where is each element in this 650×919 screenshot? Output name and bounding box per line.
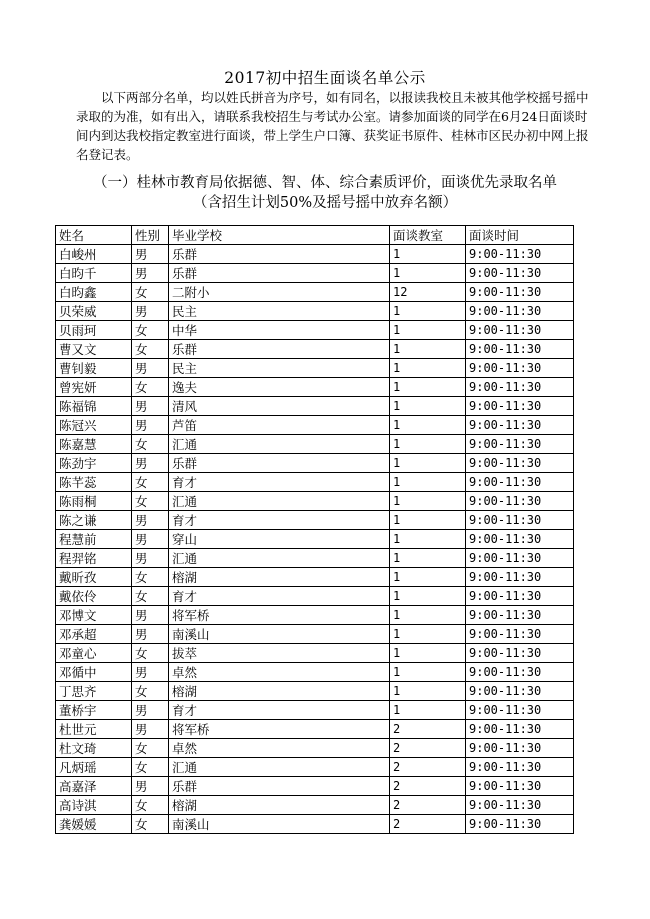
room-cell: 1 — [390, 302, 466, 321]
school-cell: 中华 — [169, 321, 390, 340]
table-row — [56, 473, 574, 492]
gender-cell: 男 — [132, 245, 169, 264]
interview-time-cell: 9:00-11:30 — [466, 397, 574, 416]
interview-time-cell: 9:00-11:30 — [466, 378, 574, 397]
student-name-cell: 陈雨桐 — [56, 492, 132, 511]
room-cell: 1 — [390, 264, 466, 283]
gender-cell: 女 — [132, 796, 169, 815]
school-cell: 将军桥 — [169, 606, 390, 625]
student-name-cell: 陈冠兴 — [56, 416, 132, 435]
school-cell: 乐群 — [169, 454, 390, 473]
interview-time-cell: 9:00-11:30 — [466, 606, 574, 625]
student-name-cell: 陈劲宇 — [56, 454, 132, 473]
gender-cell: 男 — [132, 416, 169, 435]
interview-time-cell: 9:00-11:30 — [466, 663, 574, 682]
table-row — [56, 340, 574, 359]
student-name-cell: 董桥宇 — [56, 701, 132, 720]
table-row — [56, 568, 574, 587]
gender-cell: 女 — [132, 473, 169, 492]
section-subtitle: （含招生计划50%及摇号摇中放弃名额） — [192, 195, 458, 211]
interview-roster-table — [55, 225, 574, 834]
room-cell: 1 — [390, 625, 466, 644]
gender-cell: 女 — [132, 435, 169, 454]
table-row — [56, 815, 574, 834]
room-cell: 12 — [390, 283, 466, 302]
school-cell: 乐群 — [169, 245, 390, 264]
document-title: 2017初中招生面谈名单公示 — [224, 69, 426, 87]
interview-time-cell: 9:00-11:30 — [466, 435, 574, 454]
room-cell: 1 — [390, 530, 466, 549]
student-name-cell: 邓承超 — [56, 625, 132, 644]
student-name-cell: 凡炳瑶 — [56, 758, 132, 777]
table-row — [56, 283, 574, 302]
header-time: 面谈时间 — [466, 226, 574, 245]
table-row — [56, 606, 574, 625]
gender-cell: 女 — [132, 568, 169, 587]
header-room: 面谈教室 — [390, 226, 466, 245]
student-name-cell: 曹又文 — [56, 340, 132, 359]
school-cell: 育才 — [169, 701, 390, 720]
student-name-cell: 邓童心 — [56, 644, 132, 663]
gender-cell: 女 — [132, 587, 169, 606]
room-cell: 1 — [390, 701, 466, 720]
room-cell: 1 — [390, 454, 466, 473]
room-cell: 1 — [390, 359, 466, 378]
gender-cell: 女 — [132, 758, 169, 777]
interview-time-cell: 9:00-11:30 — [466, 264, 574, 283]
student-name-cell: 白峻州 — [56, 245, 132, 264]
student-name-cell: 戴依伶 — [56, 587, 132, 606]
intro-paragraph: 以下两部分名单，均以姓氏拼音为序号，如有同名，以报读我校且未被其他学校摇号摇中录取的为准，如有出入，请联系我校招生与考试办公室。请参加面谈的同学在6月24日面谈时间内到达我校指定教室进行面谈，带上学生户口簿、获奖证书原件、桂林市区民办初中网上报名登记表。 — [76, 90, 589, 162]
gender-cell: 男 — [132, 359, 169, 378]
table-row — [56, 549, 574, 568]
gender-cell: 女 — [132, 815, 169, 834]
room-cell: 1 — [390, 245, 466, 264]
room-cell: 1 — [390, 606, 466, 625]
gender-cell: 男 — [132, 663, 169, 682]
school-cell: 南溪山 — [169, 815, 390, 834]
school-cell: 汇通 — [169, 492, 390, 511]
table-row — [56, 796, 574, 815]
school-cell: 育才 — [169, 587, 390, 606]
interview-time-cell: 9:00-11:30 — [466, 720, 574, 739]
table-row — [56, 625, 574, 644]
gender-cell: 男 — [132, 397, 169, 416]
room-cell: 2 — [390, 777, 466, 796]
student-name-cell: 龚媛媛 — [56, 815, 132, 834]
table-row — [56, 644, 574, 663]
gender-cell: 男 — [132, 264, 169, 283]
school-cell: 卓然 — [169, 739, 390, 758]
room-cell: 1 — [390, 587, 466, 606]
table-row — [56, 264, 574, 283]
interview-time-cell: 9:00-11:30 — [466, 511, 574, 530]
gender-cell: 男 — [132, 720, 169, 739]
school-cell: 育才 — [169, 511, 390, 530]
school-cell: 将军桥 — [169, 720, 390, 739]
gender-cell: 男 — [132, 302, 169, 321]
room-cell: 2 — [390, 815, 466, 834]
interview-time-cell: 9:00-11:30 — [466, 283, 574, 302]
table-row — [56, 378, 574, 397]
interview-time-cell: 9:00-11:30 — [466, 739, 574, 758]
student-name-cell: 陈嘉慧 — [56, 435, 132, 454]
table-row — [56, 682, 574, 701]
school-cell: 乐群 — [169, 264, 390, 283]
table-row — [56, 492, 574, 511]
table-row — [56, 758, 574, 777]
gender-cell: 女 — [132, 492, 169, 511]
student-name-cell: 程羿铭 — [56, 549, 132, 568]
school-cell: 乐群 — [169, 777, 390, 796]
interview-time-cell: 9:00-11:30 — [466, 454, 574, 473]
student-name-cell: 杜文琦 — [56, 739, 132, 758]
student-name-cell: 戴昕孜 — [56, 568, 132, 587]
interview-time-cell: 9:00-11:30 — [466, 701, 574, 720]
table-row — [56, 435, 574, 454]
interview-time-cell: 9:00-11:30 — [466, 777, 574, 796]
gender-cell: 女 — [132, 739, 169, 758]
student-name-cell: 邓博文 — [56, 606, 132, 625]
table-row — [56, 777, 574, 796]
interview-time-cell: 9:00-11:30 — [466, 815, 574, 834]
student-name-cell: 贝荣威 — [56, 302, 132, 321]
gender-cell: 男 — [132, 530, 169, 549]
interview-time-cell: 9:00-11:30 — [466, 587, 574, 606]
school-cell: 育才 — [169, 473, 390, 492]
table-row — [56, 530, 574, 549]
school-cell: 汇通 — [169, 758, 390, 777]
interview-time-cell: 9:00-11:30 — [466, 302, 574, 321]
interview-time-cell: 9:00-11:30 — [466, 796, 574, 815]
table-row — [56, 302, 574, 321]
interview-time-cell: 9:00-11:30 — [466, 568, 574, 587]
school-cell: 民主 — [169, 302, 390, 321]
gender-cell: 男 — [132, 777, 169, 796]
room-cell: 1 — [390, 568, 466, 587]
school-cell: 榕湖 — [169, 796, 390, 815]
gender-cell: 男 — [132, 511, 169, 530]
student-name-cell: 高嘉泽 — [56, 777, 132, 796]
table-row — [56, 321, 574, 340]
school-cell: 逸夫 — [169, 378, 390, 397]
room-cell: 1 — [390, 397, 466, 416]
section-title: （一）桂林市教育局依据德、智、体、综合素质评价，面谈优先录取名单 — [93, 175, 557, 191]
room-cell: 2 — [390, 796, 466, 815]
student-name-cell: 白昀千 — [56, 264, 132, 283]
interview-time-cell: 9:00-11:30 — [466, 682, 574, 701]
school-cell: 榕湖 — [169, 568, 390, 587]
student-name-cell: 程慧前 — [56, 530, 132, 549]
gender-cell: 女 — [132, 340, 169, 359]
table-row — [56, 720, 574, 739]
interview-time-cell: 9:00-11:30 — [466, 644, 574, 663]
interview-time-cell: 9:00-11:30 — [466, 473, 574, 492]
table-row — [56, 416, 574, 435]
room-cell: 2 — [390, 739, 466, 758]
school-cell: 榕湖 — [169, 682, 390, 701]
room-cell: 1 — [390, 340, 466, 359]
interview-time-cell: 9:00-11:30 — [466, 245, 574, 264]
room-cell: 2 — [390, 720, 466, 739]
gender-cell: 男 — [132, 625, 169, 644]
room-cell: 1 — [390, 644, 466, 663]
school-cell: 穿山 — [169, 530, 390, 549]
school-cell: 南溪山 — [169, 625, 390, 644]
student-name-cell: 杜世元 — [56, 720, 132, 739]
table-body — [56, 245, 574, 834]
school-cell: 乐群 — [169, 340, 390, 359]
interview-time-cell: 9:00-11:30 — [466, 359, 574, 378]
room-cell: 1 — [390, 549, 466, 568]
room-cell: 1 — [390, 492, 466, 511]
school-cell: 汇通 — [169, 435, 390, 454]
table-row — [56, 511, 574, 530]
room-cell: 1 — [390, 321, 466, 340]
table-row — [56, 245, 574, 264]
gender-cell: 女 — [132, 283, 169, 302]
student-name-cell: 白昀鑫 — [56, 283, 132, 302]
table-header-row — [56, 226, 574, 245]
student-name-cell: 高诗淇 — [56, 796, 132, 815]
interview-time-cell: 9:00-11:30 — [466, 321, 574, 340]
gender-cell: 男 — [132, 454, 169, 473]
gender-cell: 男 — [132, 606, 169, 625]
interview-time-cell: 9:00-11:30 — [466, 492, 574, 511]
student-name-cell: 丁思齐 — [56, 682, 132, 701]
school-cell: 拔萃 — [169, 644, 390, 663]
header-name: 姓名 — [56, 226, 132, 245]
gender-cell: 女 — [132, 644, 169, 663]
interview-time-cell: 9:00-11:30 — [466, 625, 574, 644]
interview-time-cell: 9:00-11:30 — [466, 549, 574, 568]
interview-time-cell: 9:00-11:30 — [466, 416, 574, 435]
gender-cell: 女 — [132, 321, 169, 340]
table-row — [56, 739, 574, 758]
table-row — [56, 587, 574, 606]
gender-cell: 女 — [132, 378, 169, 397]
table-row — [56, 397, 574, 416]
student-name-cell: 陈福锦 — [56, 397, 132, 416]
room-cell: 1 — [390, 473, 466, 492]
school-cell: 芦笛 — [169, 416, 390, 435]
room-cell: 1 — [390, 416, 466, 435]
school-cell: 民主 — [169, 359, 390, 378]
student-name-cell: 曾宪妍 — [56, 378, 132, 397]
student-name-cell: 贝雨珂 — [56, 321, 132, 340]
student-name-cell: 曹钊毅 — [56, 359, 132, 378]
gender-cell: 男 — [132, 549, 169, 568]
table-row — [56, 359, 574, 378]
interview-time-cell: 9:00-11:30 — [466, 758, 574, 777]
header-school: 毕业学校 — [169, 226, 390, 245]
school-cell: 汇通 — [169, 549, 390, 568]
table-row — [56, 701, 574, 720]
interview-time-cell: 9:00-11:30 — [466, 530, 574, 549]
student-name-cell: 邓循中 — [56, 663, 132, 682]
gender-cell: 女 — [132, 682, 169, 701]
student-name-cell: 陈之谦 — [56, 511, 132, 530]
school-cell: 清风 — [169, 397, 390, 416]
school-cell: 卓然 — [169, 663, 390, 682]
table-row — [56, 663, 574, 682]
room-cell: 1 — [390, 378, 466, 397]
header-gender: 性别 — [132, 226, 169, 245]
interview-time-cell: 9:00-11:30 — [466, 340, 574, 359]
table-row — [56, 454, 574, 473]
room-cell: 1 — [390, 435, 466, 454]
room-cell: 2 — [390, 758, 466, 777]
room-cell: 1 — [390, 663, 466, 682]
school-cell: 二附小 — [169, 283, 390, 302]
room-cell: 1 — [390, 511, 466, 530]
gender-cell: 男 — [132, 701, 169, 720]
room-cell: 1 — [390, 682, 466, 701]
student-name-cell: 陈芊蕊 — [56, 473, 132, 492]
